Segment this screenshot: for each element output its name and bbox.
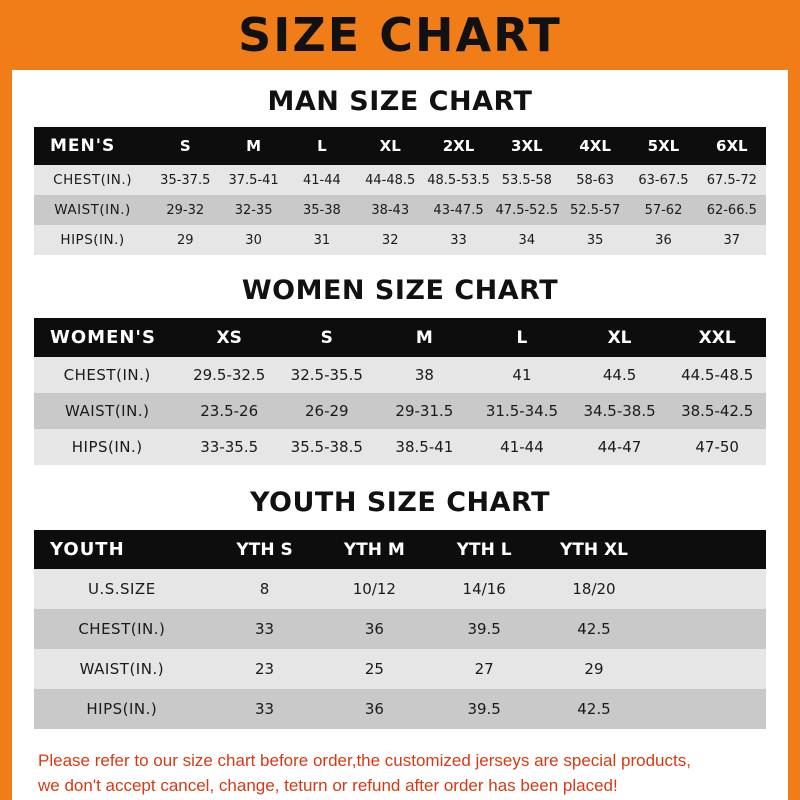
men-table-body xyxy=(34,165,766,255)
youth-header-l: YTH L xyxy=(456,539,512,560)
cell: 32-35 xyxy=(234,202,273,218)
table-header-row xyxy=(34,318,766,357)
men-header-3xl: 3XL xyxy=(511,137,543,155)
cell: 29-31.5 xyxy=(395,402,454,420)
cell: 57-62 xyxy=(644,202,683,218)
table-row xyxy=(34,393,766,429)
youth-header-xl: YTH XL xyxy=(559,539,628,560)
cell: 42.5 xyxy=(577,700,611,718)
table-header-row xyxy=(34,127,766,165)
cell: 29 xyxy=(176,232,194,248)
cell: 34 xyxy=(518,232,536,248)
cell: 39.5 xyxy=(467,620,501,638)
cell: 10/12 xyxy=(352,580,396,598)
cell: 25 xyxy=(364,660,384,678)
women-header-xxl: XXL xyxy=(698,327,736,348)
cell: 44-48.5 xyxy=(365,172,416,188)
cell: 29-32 xyxy=(166,202,205,218)
cell: 37.5-41 xyxy=(228,172,279,188)
section-women xyxy=(34,275,766,465)
cell: 36 xyxy=(655,232,672,248)
cell: 41-44 xyxy=(303,172,341,188)
cell: 35.5-38.5 xyxy=(290,438,363,456)
row-label-chest: CHEST(IN.) xyxy=(63,366,151,384)
cell: 33 xyxy=(450,232,467,248)
row-label-waist: WAIST(IN.) xyxy=(64,402,150,420)
cell: 38 xyxy=(414,366,434,384)
cell: 23 xyxy=(255,660,275,678)
cell xyxy=(649,689,766,729)
men-header-5xl: 5XL xyxy=(647,137,680,155)
cell: 47-50 xyxy=(695,438,739,456)
cell: 36 xyxy=(364,620,384,638)
section-youth xyxy=(34,487,766,729)
cell: 44.5 xyxy=(602,366,637,384)
cell: 35-37.5 xyxy=(160,172,211,188)
women-table-body xyxy=(34,357,766,465)
row-label-waist: WAIST(IN.) xyxy=(54,202,131,218)
men-header-l: L xyxy=(317,137,327,155)
section-title-man: MAN SIZE CHART xyxy=(267,86,533,117)
cell xyxy=(649,569,766,609)
cell: 30 xyxy=(245,232,262,248)
cell: 29.5-32.5 xyxy=(193,366,266,384)
cell: 67.5-72 xyxy=(706,172,757,188)
content xyxy=(12,86,788,798)
cell: 32 xyxy=(381,232,399,248)
cell: 41 xyxy=(512,366,532,384)
section-title-youth: YOUTH SIZE CHART xyxy=(249,487,551,518)
women-header-l: L xyxy=(516,327,528,348)
men-table-head xyxy=(34,127,766,165)
youth-table-body xyxy=(34,569,766,729)
table-row xyxy=(34,195,766,225)
section-title-women: WOMEN SIZE CHART xyxy=(241,275,559,306)
cell: 37 xyxy=(723,232,741,248)
cell: 36 xyxy=(364,700,384,718)
cell: 35-38 xyxy=(303,202,341,218)
cell: 58-63 xyxy=(576,172,615,188)
men-size-table xyxy=(34,127,766,255)
women-header-xl: XL xyxy=(607,327,632,348)
notice-line-1: Please refer to our size chart before order,the customized jerseys are special products, xyxy=(38,751,691,770)
notice-text xyxy=(38,749,762,798)
men-header-2xl: 2XL xyxy=(442,137,475,155)
cell: 27 xyxy=(474,660,494,678)
women-header-s: S xyxy=(320,327,333,348)
cell: 32.5-35.5 xyxy=(290,366,363,384)
cell: 33-35.5 xyxy=(200,438,259,456)
cell: 41-44 xyxy=(500,438,544,456)
men-header-label: MEN'S xyxy=(50,136,116,156)
row-label-chest: CHEST(IN.) xyxy=(78,620,166,638)
men-header-s: S xyxy=(179,137,191,155)
cell: 63-67.5 xyxy=(638,172,689,188)
table-row xyxy=(34,569,766,609)
men-header-6xl: 6XL xyxy=(716,137,748,155)
cell: 38-43 xyxy=(371,202,410,218)
row-label-hips: HIPS(IN.) xyxy=(86,700,158,718)
table-row xyxy=(34,649,766,689)
cell: 53.5-58 xyxy=(501,172,552,188)
row-label-waist: WAIST(IN.) xyxy=(79,660,165,678)
cell: 44-47 xyxy=(597,438,642,456)
cell xyxy=(649,649,766,689)
cell: 14/16 xyxy=(462,580,506,598)
youth-header-m: YTH M xyxy=(343,539,405,560)
table-row xyxy=(34,429,766,465)
cell: 8 xyxy=(259,580,270,598)
women-header-m: M xyxy=(415,327,433,348)
cell: 48.5-53.5 xyxy=(427,172,490,188)
row-label-us-size: U.S.SIZE xyxy=(87,580,156,598)
cell xyxy=(649,609,766,649)
cell: 23.5-26 xyxy=(200,402,259,420)
table-row xyxy=(34,357,766,393)
women-size-table xyxy=(34,318,766,465)
cell: 29 xyxy=(584,660,604,678)
row-label-hips: HIPS(IN.) xyxy=(60,232,125,248)
women-table-head xyxy=(34,318,766,357)
youth-header-s: YTH S xyxy=(236,539,293,560)
cell: 44.5-48.5 xyxy=(681,366,754,384)
cell: 34.5-38.5 xyxy=(583,402,656,420)
table-row xyxy=(34,689,766,729)
cell: 38.5-42.5 xyxy=(681,402,754,420)
table-row xyxy=(34,165,766,195)
men-header-m: M xyxy=(246,137,262,155)
row-label-hips: HIPS(IN.) xyxy=(71,438,143,456)
row-label-chest: CHEST(IN.) xyxy=(53,172,132,188)
women-header-xs: XS xyxy=(216,327,242,348)
cell: 47.5-52.5 xyxy=(495,202,559,218)
cell: 52.5-57 xyxy=(570,202,621,218)
youth-header-label: YOUTH xyxy=(50,539,125,560)
youth-size-table xyxy=(34,530,766,729)
cell: 62-66.5 xyxy=(706,202,757,218)
cell: 35 xyxy=(586,232,604,248)
cell: 33 xyxy=(255,620,275,638)
table-row xyxy=(34,225,766,255)
table-header-row xyxy=(34,530,766,569)
table-row xyxy=(34,609,766,649)
cell: 31.5-34.5 xyxy=(485,402,559,420)
cell: 18/20 xyxy=(572,580,616,598)
section-man xyxy=(34,86,766,255)
youth-table-head xyxy=(34,530,766,569)
cell: 42.5 xyxy=(577,620,611,638)
cell: 38.5-41 xyxy=(395,438,454,456)
cell: 43-47.5 xyxy=(433,202,484,218)
men-header-4xl: 4XL xyxy=(579,137,611,155)
cell: 33 xyxy=(255,700,275,718)
banner xyxy=(0,0,800,70)
cell: 39.5 xyxy=(467,700,501,718)
youth-header-spacer xyxy=(649,530,766,569)
page-title: SIZE CHART xyxy=(238,8,562,62)
women-header-label: WOMEN'S xyxy=(50,327,156,348)
cell: 26-29 xyxy=(304,402,349,420)
men-header-xl: XL xyxy=(379,137,401,155)
notice-line-2: we don't accept cancel, change, teturn or refund after order has been placed! xyxy=(38,775,618,795)
cell: 31 xyxy=(313,232,331,248)
